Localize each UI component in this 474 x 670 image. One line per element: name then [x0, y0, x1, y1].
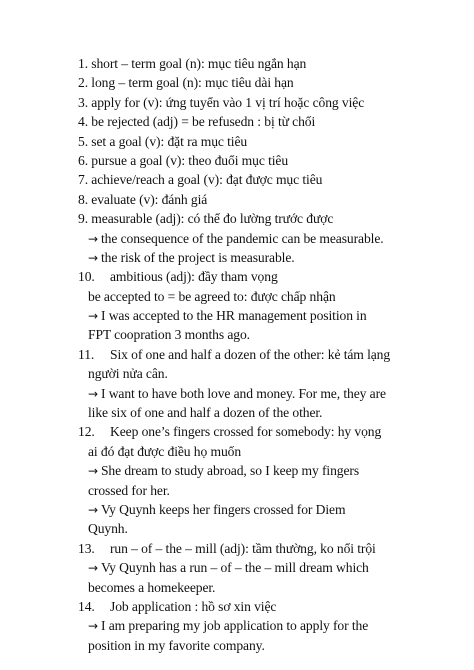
item-text: be rejected (adj) = be refusedn : bị từ chối [88, 114, 316, 130]
vocabulary-list [78, 54, 458, 655]
example-text: the consequence of the pandemic can be measurable. [100, 230, 384, 246]
item-text: run – of – the – mill (adj): tầm thường, ko nổi trội [110, 540, 376, 556]
example-line [78, 306, 458, 325]
item-text: ai đó đạt được điều họ muốn [88, 443, 242, 459]
item-number: 6. [78, 152, 88, 168]
list-item [78, 190, 458, 209]
list-item [78, 93, 458, 112]
item-text: measurable (adj): có thể đo lường trước được [88, 211, 334, 227]
example-line [78, 384, 458, 403]
example-text: Vy Quynh keeps her fingers crossed for Diem [100, 501, 346, 517]
item-text: set a goal (v): đặt ra mục tiêu [88, 133, 248, 149]
arrow-right-icon: → [88, 464, 98, 479]
item-number: 9. [78, 211, 88, 227]
example-line [78, 616, 458, 635]
item-text: long – term goal (n): mục tiêu dài hạn [88, 75, 294, 91]
item-number: 11. [78, 346, 95, 362]
arrow-right-icon: → [88, 250, 98, 265]
example-text: I was accepted to the HR management position in [100, 308, 367, 324]
arrow-right-icon: → [88, 619, 98, 634]
item-text: evaluate (v): đánh giá [88, 191, 208, 207]
item-number: 8. [78, 191, 88, 207]
example-line-cont [78, 481, 458, 500]
example-text: position in my favorite company. [88, 637, 265, 653]
item-number: 5. [78, 133, 88, 149]
list-item [78, 151, 458, 170]
example-line-cont [78, 578, 458, 597]
item-text: achieve/reach a goal (v): đạt được mục tiêu [88, 172, 323, 188]
arrow-right-icon: → [88, 502, 98, 517]
item-number: 1. [78, 56, 88, 71]
example-line [78, 461, 458, 480]
arrow-right-icon: → [88, 561, 98, 576]
item-number: 12. [78, 424, 95, 440]
example-text: Quynh. [88, 521, 128, 537]
list-item [78, 132, 458, 151]
list-item [78, 267, 458, 286]
example-line [78, 229, 458, 248]
example-text: crossed for her. [88, 482, 170, 498]
item-number: 13. [78, 540, 95, 556]
definition-line [78, 287, 458, 306]
item-number: 2. [78, 75, 88, 91]
example-text: FPT coopration 3 months ago. [88, 327, 250, 343]
arrow-right-icon: → [88, 309, 98, 324]
example-line [78, 248, 458, 267]
example-text: I am preparing my job application to apply for the [100, 618, 369, 634]
item-text: Six of one and half a dozen of the other: kẻ tám lạng [110, 346, 391, 362]
example-text: like six of one and half a dozen of the other. [88, 405, 323, 421]
example-line [78, 500, 458, 519]
example-line-cont [78, 325, 458, 344]
list-item [78, 345, 458, 364]
example-text: Vy Quynh has a run – of – the – mill dream which [100, 560, 369, 576]
item-number: 3. [78, 94, 88, 110]
example-line-cont [78, 519, 458, 538]
example-line [78, 558, 458, 577]
item-text: người nửa cân. [88, 366, 168, 382]
list-item [78, 422, 458, 441]
item-number: 14. [78, 598, 95, 614]
list-item [78, 54, 458, 73]
example-text: I want to have both love and money. For me, they are [100, 385, 386, 401]
item-text-cont [78, 364, 458, 383]
list-item [78, 597, 458, 616]
item-text: Job application : hồ sơ xin việc [110, 598, 277, 614]
arrow-right-icon: → [88, 386, 98, 401]
list-item [78, 539, 458, 558]
arrow-right-icon: → [88, 231, 98, 246]
item-number: 4. [78, 114, 88, 130]
item-text: apply for (v): ứng tuyển vào 1 vị trí hoặc công việc [88, 94, 365, 110]
item-text: Keep one’s fingers crossed for somebody: hy vọng [110, 424, 382, 440]
item-number: 7. [78, 172, 88, 188]
list-item [78, 170, 458, 189]
item-text: ambitious (adj): đầy tham vọng [110, 269, 278, 285]
item-text: short – term goal (n): mục tiêu ngắn hạn [88, 56, 307, 71]
example-text: She dream to study abroad, so I keep my fingers [100, 463, 360, 479]
list-item [78, 209, 458, 228]
item-text: pursue a goal (v): theo đuổi mục tiêu [88, 152, 289, 168]
definition-text: be accepted to = be agreed to: được chấp nhận [88, 288, 336, 304]
example-line-cont [78, 403, 458, 422]
example-text: becomes a homekeeper. [88, 579, 216, 595]
example-line-cont [78, 636, 458, 655]
list-item [78, 73, 458, 92]
example-text: the risk of the project is measurable. [100, 249, 295, 265]
item-text-cont [78, 442, 458, 461]
list-item [78, 112, 458, 131]
item-number: 10. [78, 269, 95, 285]
